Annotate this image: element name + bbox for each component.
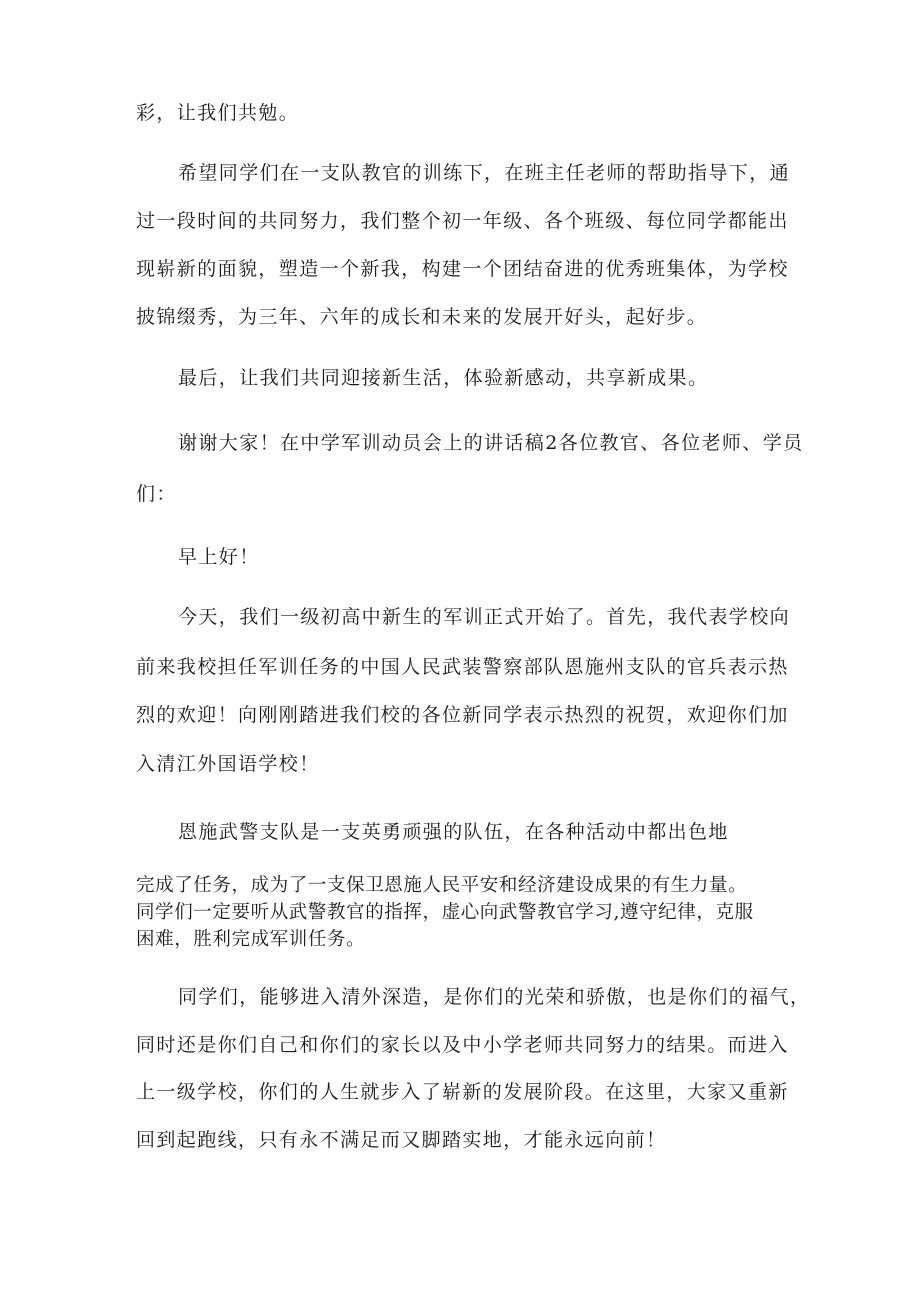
paragraph-4-line-2: 们：	[136, 483, 177, 505]
paragraph-6-line-1: 今天，我们一级初高中新生的军训正式开始了。首先，我代表学校向	[178, 606, 791, 628]
paragraph-7-line-3: 同学们一定要听从武警教官的指挥，虚心向武警教官学习,遵守纪律，克服	[136, 902, 754, 923]
paragraph-8-line-4: 回到起跑线，只有永不满足而又脚踏实地，才能永远向前！	[136, 1129, 667, 1151]
paragraph-6-line-3: 烈的欢迎！向刚刚踏进我们校的各位新同学表示热烈的祝贺，欢迎你们加	[136, 704, 789, 726]
paragraph-3-line-1: 最后，让我们共同迎接新生活，体验新感动，共享新成果。	[178, 367, 709, 389]
paragraph-1-line-1: 彩，让我们共勉。	[136, 102, 300, 124]
paragraph-8-line-2: 同时还是你们自己和你们的家长以及中小学老师共同努力的结果。而进入	[136, 1034, 789, 1056]
paragraph-8-line-3: 上一级学校，你们的人生就步入了崭新的发展阶段。在这里，大家又重新	[136, 1081, 789, 1103]
paragraph-2-line-1: 希望同学们在一支队教官的训练下，在班主任老师的帮助指导下，通	[178, 162, 791, 184]
paragraph-2-line-3: 现崭新的面貌，塑造一个新我，构建一个团结奋进的优秀班集体，为学校	[136, 258, 789, 280]
paragraph-2-line-2: 过一段时间的共同努力，我们整个初一年级、各个班级、每位同学都能出	[136, 210, 789, 232]
paragraph-6-line-4: 入清江外国语学校！	[136, 753, 320, 775]
paragraph-7-line-1: 恩施武警支队是一支英勇顽强的队伍，在各种活动中都出色地	[178, 821, 729, 843]
paragraph-7-line-2: 完成了任务，成为了一支保卫恩施人民平安和经济建设成果的有生力量。	[136, 875, 748, 896]
paragraph-4-line-1: 谢谢大家！在中学军训动员会上的讲话稿2各位教官、各位老师、学员	[178, 432, 804, 454]
paragraph-6-line-2: 前来我校担任军训任务的中国人民武装警察部队恩施州支队的官兵表示热	[136, 656, 789, 678]
paragraph-8-line-1: 同学们，能够进入清外深造，是你们的光荣和骄傲，也是你们的福气，	[178, 986, 811, 1008]
paragraph-7-line-4: 困难，胜利完成军训任务。	[136, 929, 366, 950]
paragraph-2-line-4: 披锦缀秀，为三年、六年的成长和未来的发展开好头，起好步。	[136, 306, 708, 328]
paragraph-5-line-1: 早上好！	[178, 546, 260, 568]
